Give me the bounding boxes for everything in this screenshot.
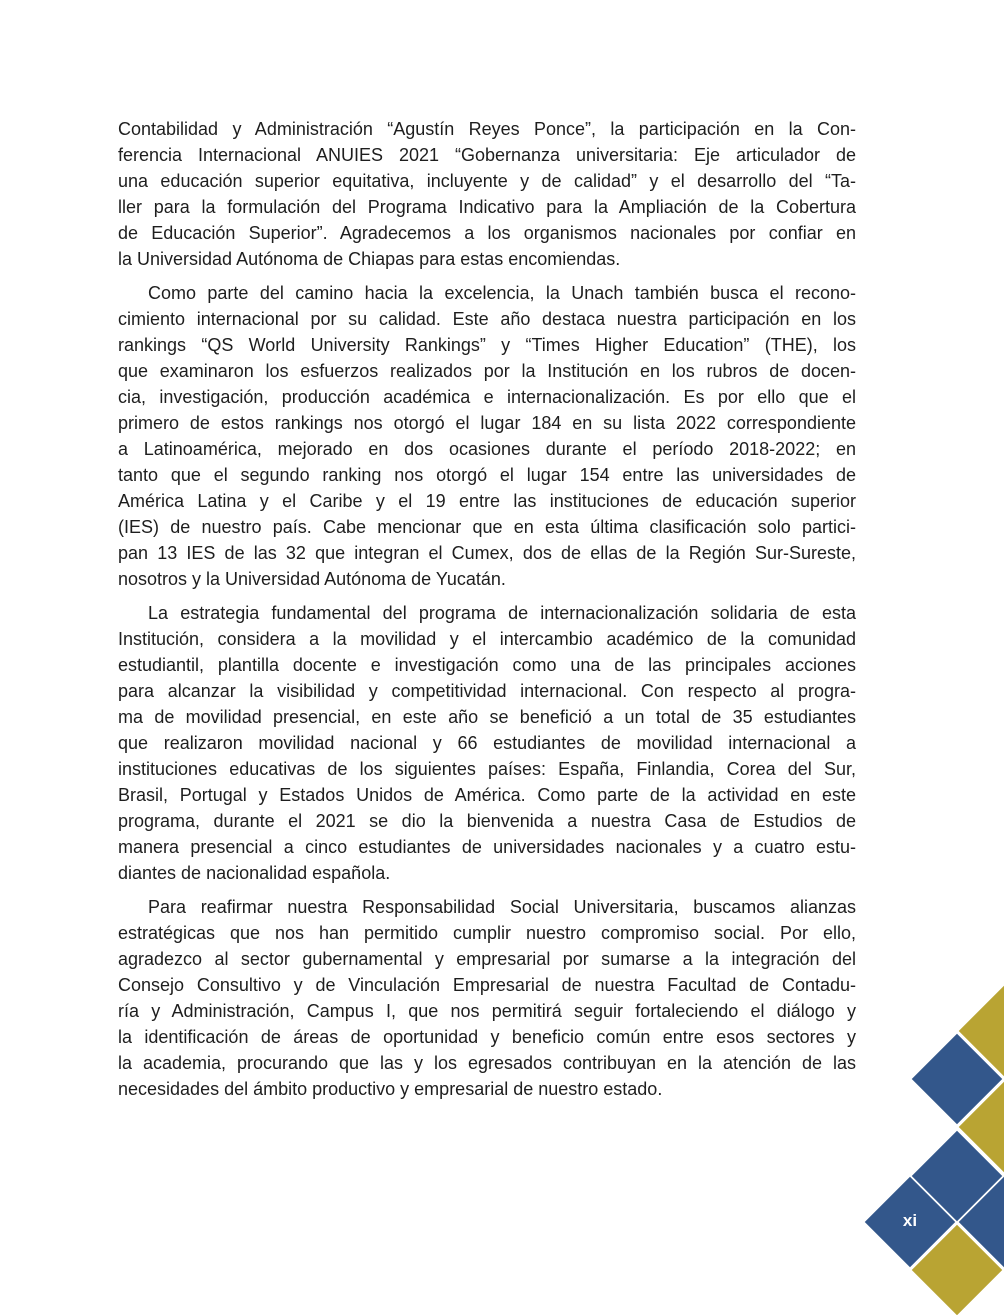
text-line: (IES) de nuestro país. Cabe mencionar que en esta última clasificación solo partici-: [118, 517, 856, 537]
text-line: rankings “QS World University Rankings” y “Times Higher Education” (THE), los: [118, 335, 856, 355]
text-line: cia, investigación, producción académica e internacionalización. Es por ello que el: [118, 387, 856, 407]
text-line: la Universidad Autónoma de Chiapas para estas encomiendas.: [118, 249, 621, 269]
text-line: nosotros y la Universidad Autónoma de Yucatán.: [118, 569, 506, 589]
text-line: programa, durante el 2021 se dio la bienvenida a nuestra Casa de Estudios de: [118, 811, 856, 831]
text-line: la academia, procurando que las y los egresados contribuyan en la atención de las: [118, 1053, 856, 1073]
paragraph-2: [118, 280, 856, 592]
text-line: estratégicas que nos han permitido cumplir nuestro compromiso social. Por ello,: [118, 923, 856, 943]
text-line: ma de movilidad presencial, en este año se benefició a un total de 35 estudiantes: [118, 707, 856, 727]
text-line: ferencia Internacional ANUIES 2021 “Gobernanza universitaria: Eje articulador de: [118, 145, 856, 165]
paragraph-4: [118, 894, 856, 1102]
body-text: [118, 116, 856, 1110]
text-line: que examinaron los esfuerzos realizados por la Institución en los rubros de docen-: [118, 361, 856, 381]
text-line: pan 13 IES de las 32 que integran el Cumex, dos de ellas de la Región Sur-Sureste,: [118, 543, 856, 563]
text-line: estudiantil, plantilla docente e investigación como una de las principales acciones: [118, 655, 856, 675]
text-line: para alcanzar la visibilidad y competitividad internacional. Con respecto al progra-: [118, 681, 856, 701]
text-line: ría y Administración, Campus I, que nos permitirá seguir fortaleciendo el diálogo y: [118, 1001, 856, 1021]
text-line: Para reafirmar nuestra Responsabilidad Social Universitaria, buscamos alianzas: [148, 897, 856, 917]
text-line: que realizaron movilidad nacional y 66 estudiantes de movilidad internacional a: [118, 733, 856, 753]
text-line: La estrategia fundamental del programa de internacionalización solidaria de esta: [148, 603, 856, 623]
text-line: Consejo Consultivo y de Vinculación Empresarial de nuestra Facultad de Contadu-: [118, 975, 856, 995]
text-line: necesidades del ámbito productivo y empresarial de nuestro estado.: [118, 1079, 663, 1099]
text-line: manera presencial a cinco estudiantes de universidades nacionales y a cuatro estu-: [118, 837, 856, 857]
text-line: de Educación Superior”. Agradecemos a los organismos nacionales por confiar en: [118, 223, 856, 243]
paragraph-3: [118, 600, 856, 886]
text-line: Como parte del camino hacia la excelencia, la Unach también busca el recono-: [148, 283, 856, 303]
text-line: ller para la formulación del Programa Indicativo para la Ampliación de la Cobertura: [118, 197, 856, 217]
text-line: cimiento internacional por su calidad. Este año destaca nuestra participación en los: [118, 309, 856, 329]
text-line: una educación superior equitativa, incluyente y de calidad” y el desarrollo del “Ta-: [118, 171, 856, 191]
text-line: diantes de nacionalidad española.: [118, 863, 391, 883]
text-line: Institución, considera a la movilidad y el intercambio académico de la comunidad: [118, 629, 856, 649]
text-line: Contabilidad y Administración “Agustín Reyes Ponce”, la participación en la Con-: [118, 119, 856, 139]
text-line: América Latina y el Caribe y el 19 entre las instituciones de educación superior: [118, 491, 856, 511]
text-line: primero de estos rankings nos otorgó el lugar 184 en su lista 2022 correspondiente: [118, 413, 856, 433]
text-line: instituciones educativas de los siguientes países: España, Finlandia, Corea del Sur,: [118, 759, 856, 779]
text-line: la identificación de áreas de oportunidad y beneficio común entre esos sectores y: [118, 1027, 856, 1047]
paragraph-1: [118, 116, 856, 272]
text-line: tanto que el segundo ranking nos otorgó el lugar 154 entre las universidades de: [118, 465, 856, 485]
text-line: a Latinoamérica, mejorado en dos ocasiones durante el período 2018-2022; en: [118, 439, 856, 459]
text-line: agradezco al sector gubernamental y empresarial por sumarse a la integración del: [118, 949, 856, 969]
page-number: xi: [902, 1211, 918, 1230]
text-line: Brasil, Portugal y Estados Unidos de América. Como parte de la actividad en este: [118, 785, 856, 805]
